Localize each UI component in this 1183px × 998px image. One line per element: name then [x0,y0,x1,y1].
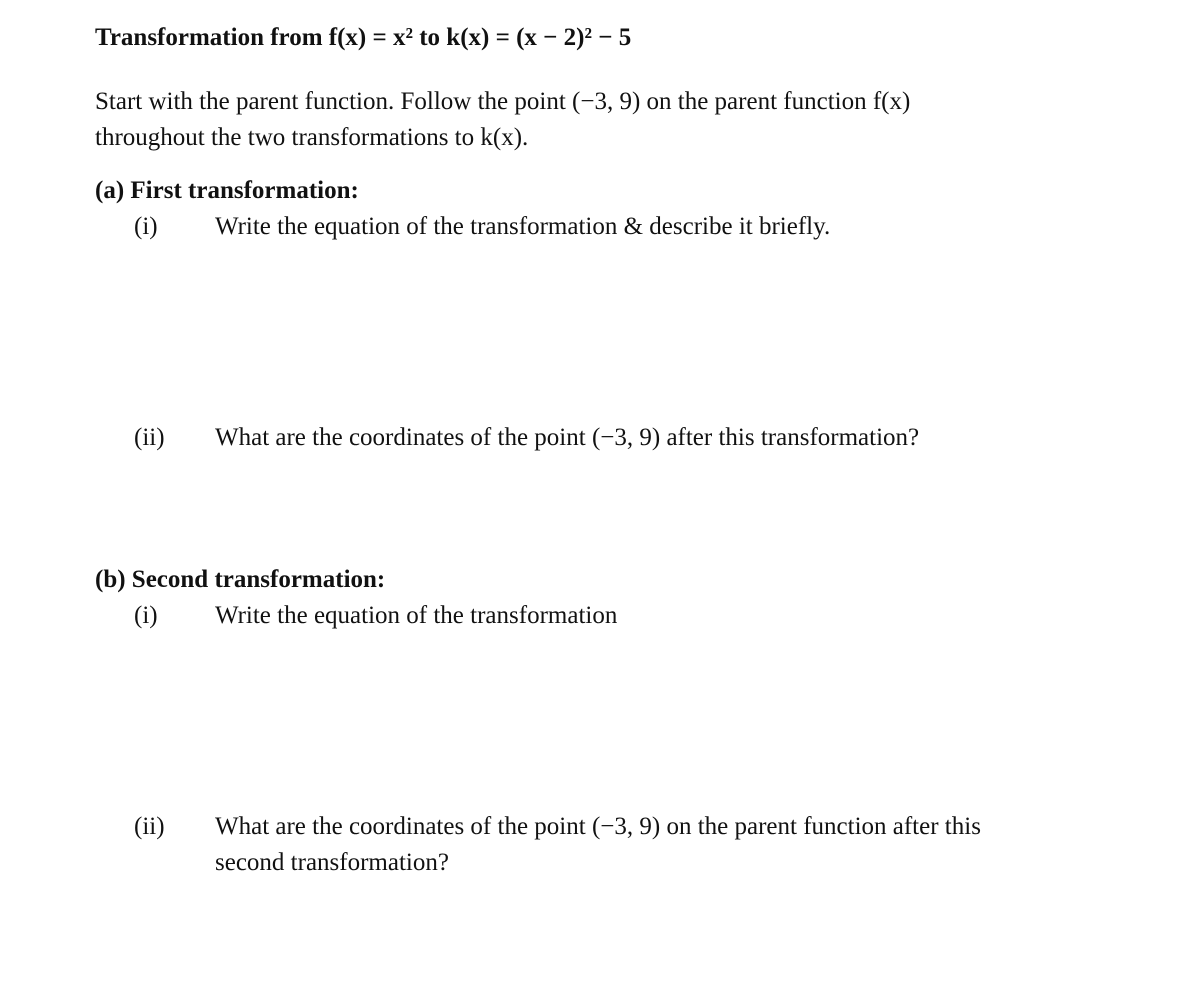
part-b-q2-text-line-1: What are the coordinates of the point (−3, 9) on the parent function after this [215,813,981,840]
part-a-q1-number: (i) [134,213,158,240]
part-a-q2-number: (ii) [134,424,165,451]
intro-line-1: Start with the parent function. Follow the point (−3, 9) on the parent function f(x) [95,88,911,115]
part-b-q1-text: Write the equation of the transformation [215,602,618,629]
part-b-q2-answer-space[interactable] [95,890,1045,990]
part-a-q1-text: Write the equation of the transformation & describe it briefly. [215,213,831,240]
intro-line-2: throughout the two transformations to k(x). [95,124,529,151]
part-a-q1-answer-space[interactable] [95,255,1045,415]
intro-paragraph [95,84,910,156]
part-b-q2-number: (ii) [134,813,165,840]
part-b-heading: (b) Second transformation: [95,566,386,593]
part-b-q1-number: (i) [134,602,158,629]
part-a-q2-answer-space[interactable] [95,466,1045,556]
worksheet-title: Transformation from f(x) = x² to k(x) = (x − 2)² − 5 [95,24,632,51]
part-b-q2-text [215,809,981,881]
part-b-q2-text-line-2: second transformation? [215,849,449,876]
part-a-heading: (a) First transformation: [95,177,359,204]
part-a-q2-text: What are the coordinates of the point (−3, 9) after this transformation? [215,424,920,451]
part-b-q1-answer-space[interactable] [95,644,1045,804]
